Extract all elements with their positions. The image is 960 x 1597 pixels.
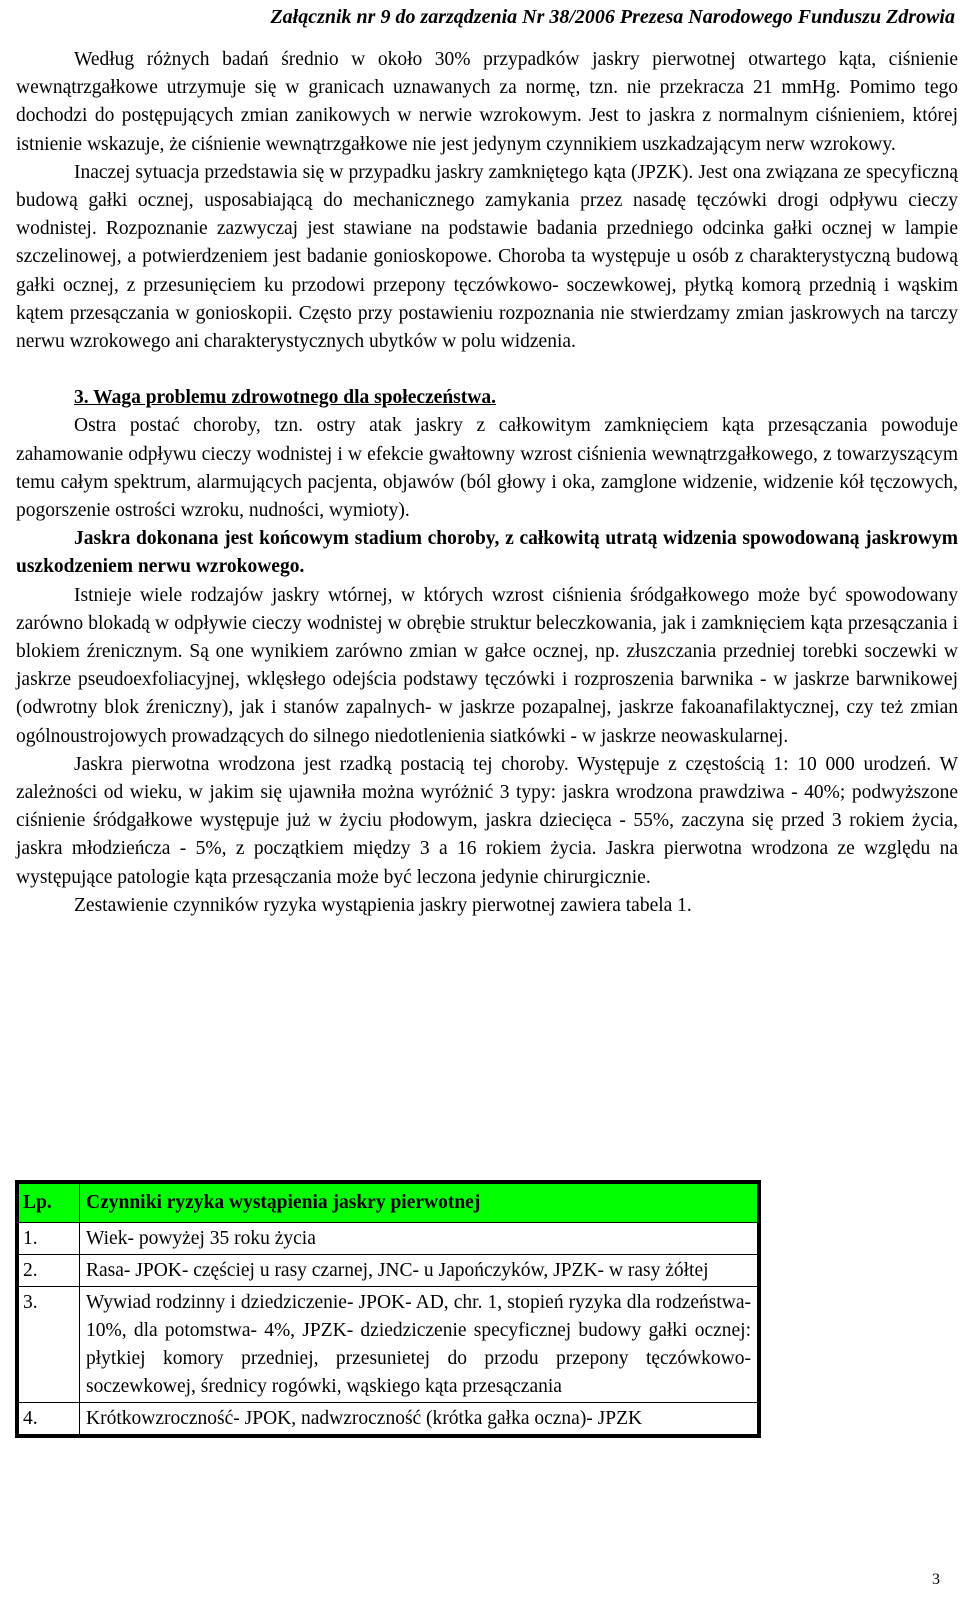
paragraph-normal-tension-glaucoma: Według różnych badań średnio w około 30% przypadków jaskry pierwotnej otwartego kąta, ciśnienie wewnątrzgałkowe utrzymuje się w granicach uznawanych za normę, tzn. nie przekracza 21 mmHg. Pomimo tego dochodzi do postępujących zmian zanikowych w nerwie wzrokowym. Jest to jaskra z normalnym ciśnieniem, której istnienie wskazuje, że ciśnienie wewnątrzgałkowe nie jest jedynym czynnikiem uszkadzającym nerw wzrokowy. <box>16 49 958 155</box>
table-header-row <box>17 1182 759 1223</box>
table-header-label: Czynniki ryzyka wystąpienia jaskry pierwotnej <box>80 1182 760 1223</box>
table-row-num: 1. <box>17 1223 80 1255</box>
table-row <box>17 1255 759 1287</box>
paragraph-angle-closure-glaucoma: Inaczej sytuacja przedstawia się w przypadku jaskry zamkniętego kąta (JPZK). Jest ona związana ze specyficzną budową gałki ocznej, usposabiającą do mechanicznego zamykania przez nasadę tęczówki drogi odpływu cieczy wodnistej. Rozpoznanie zazwyczaj jest stawiane na podstawie badania przedniego odcinka gałki ocznej w lampie szczelinowej, a potwierdzeniem jest badanie gonioskopowe. Choroba ta występuje u osób z charakterystyczną budową gałki ocznej, z przesunięciem ku przodowi przepony tęczówkowo- soczewkowej, płytką komorą przednią i wąskim kątem przesączania w gonioskopii. Często przy postawieniu rozpoznania nie stwierdzamy zmian jaskrowych na tarczy nerwu wzrokowego ani charakterystycznych ubytków w polu widzenia. <box>16 161 958 353</box>
risk-factors-table <box>15 1180 761 1438</box>
table-row <box>17 1287 759 1403</box>
table-row <box>17 1403 759 1437</box>
spacer <box>16 356 958 384</box>
paragraph-acute-attack: Ostra postać choroby, tzn. ostry atak jaskry z całkowitym zamknięciem kąta przesączania powoduje zahamowanie odpływu cieczy wodnistej i w efekcie gwałtowny wzrost ciśnienia wewnątrzgałkowego, z towarzyszącym temu całym spektrum, alarmujących pacjenta, objawów (ból głowy i oka, zamglone widzenie, widzenie kół tęczowych, pogorszenie ostrości wzroku, nudności, wymioty). <box>16 415 958 522</box>
document-body <box>16 46 958 920</box>
document-header: Załącznik nr 9 do zarządzenia Nr 38/2006 Prezesa Narodowego Funduszu Zdrowia <box>270 6 955 28</box>
table-row-text: Krótkowzroczność- JPOK, nadwzroczność (krótka gałka oczna)- JPZK <box>80 1403 760 1437</box>
table-row-num: 4. <box>17 1403 80 1437</box>
paragraph-congenital-glaucoma: Jaskra pierwotna wrodzona jest rzadką postacią tej choroby. Występuje z częstością 1: 10 000 urodzeń. W zależności od wieku, w jakim się ujawniła można wyróżnić 3 typy: jaskra wrodzona prawdziwa - 40%; podwyższone ciśnienie śródgałkowe występuje już w życiu płodowym, jaskra dziecięca - 55%, zaczyna się przed 3 rokiem życia, jaskra młodzieńcza - 5%, z początkiem między 3 a 16 rokiem życia. Jaskra pierwotna wrodzona ze względu na występujące patologie kąta przesączania może być leczona jedynie chirurgicznie. <box>16 753 958 888</box>
paragraph-table-intro: Zestawienie czynników ryzyka wystąpienia jaskry pierwotnej zawiera tabela 1. <box>74 894 692 916</box>
table-row <box>17 1223 759 1255</box>
table-row-text: Wywiad rodzinny i dziedziczenie- JPOK- AD, chr. 1, stopień ryzyka dla rodzeństwa- 10%, dla potomstwa- 4%, JPZK- dziedziczenie specyficznej budowy gałki ocznej: płytkiej komory przedniej, przesunietej do przodu przepony tęczówkowo- soczewkowej, średnicy rogówki, wąskiego kąta przesączania <box>80 1287 760 1403</box>
paragraph-secondary-glaucoma: Istnieje wiele rodzajów jaskry wtórnej, w których wzrost ciśnienia śródgałkowego może być spowodowany zarówno blokadą w odpływie cieczy wodnistej w obrębie struktur beleczkowania, jak i zamknięciem kąta przesączania i blokiem źrenicznym. Są one wynikiem zarówno zmian w gałce ocznej, np. złuszczania przedniej torebki soczewki w jaskrze pseudoexfoliacyjnej, wklęsłego odejścia podstawy tęczówki i rozproszenia barwnika - w jaskrze barwnikowej (odwrotny blok źreniczny), jak i stanów zapalnych- w jaskrze pozapalnej, jaskrze fakoanafilaktycznej, czy też zmian ogólnoustrojowych prowadzących do silnego niedotlenienia siatkówki - w jaskrze neowaskularnej. <box>16 584 958 747</box>
table-row-num: 3. <box>17 1287 80 1403</box>
section-heading: 3. Waga problemu zdrowotnego dla społeczeństwa. <box>74 387 496 409</box>
table-row-text: Rasa- JPOK- częściej u rasy czarnej, JNC- u Japończyków, JPZK- w rasy żółtej <box>80 1255 760 1287</box>
table-header-num: Lp. <box>17 1182 80 1223</box>
table-row-text: Wiek- powyżej 35 roku życia <box>80 1223 760 1255</box>
table-row-num: 2. <box>17 1255 80 1287</box>
paragraph-end-stage: Jaskra dokonana jest końcowym stadium choroby, z całkowitą utratą widzenia spowodowaną jaskrowym uszkodzeniem nerwu wzrokowego. <box>16 528 958 578</box>
page-number: 3 <box>932 1571 940 1588</box>
